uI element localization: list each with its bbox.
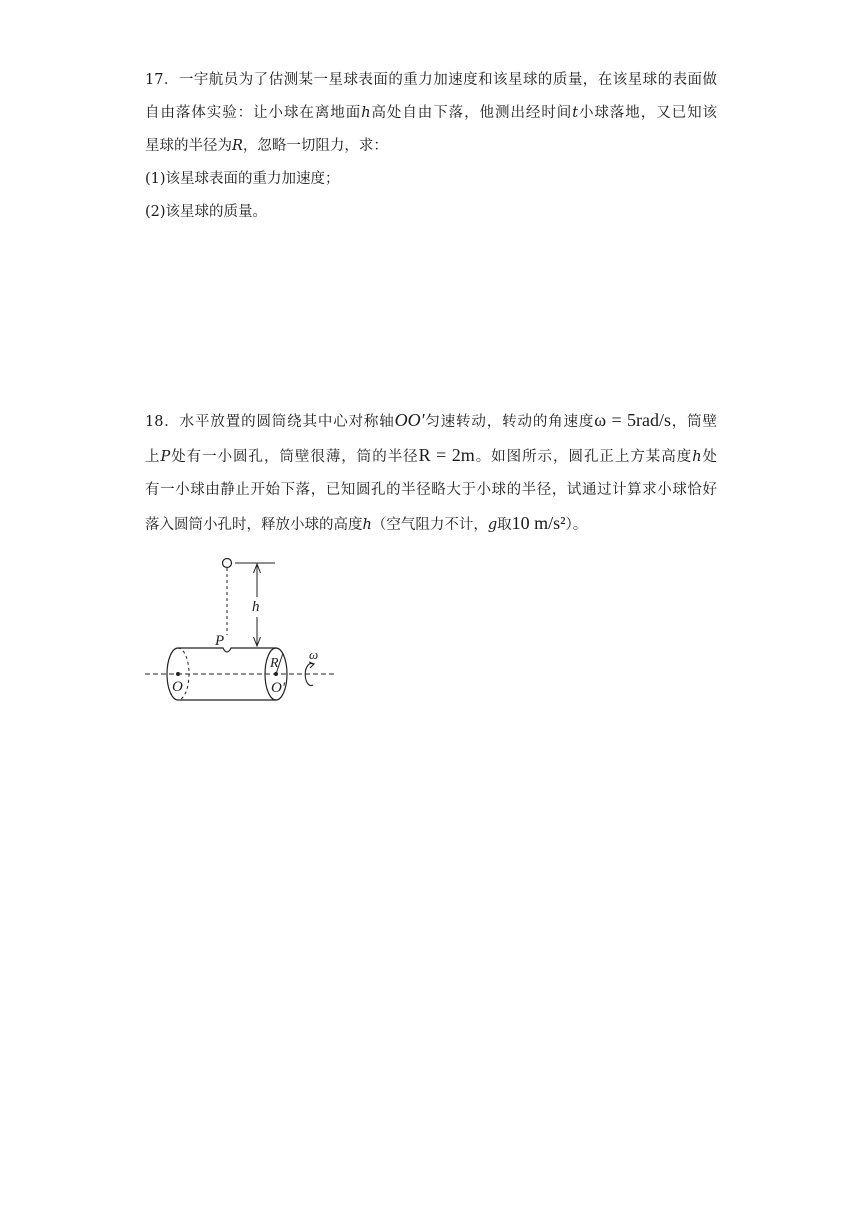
var-h: h (361, 105, 371, 121)
var-R: R (232, 138, 243, 154)
label-P: P (215, 633, 225, 649)
label-O: O (172, 679, 183, 695)
label-O2: O' (271, 680, 286, 696)
q17-line-1 (145, 64, 717, 97)
cylinder-figure (143, 553, 343, 703)
var-P: P (160, 449, 171, 465)
question-17 (145, 64, 717, 229)
q18-text: 。如图所示，圆孔正上方某高度 (474, 449, 693, 465)
q17-text: ，忽略一切阻力，求： (242, 138, 388, 154)
q17-line-3 (145, 130, 717, 163)
q17-text: 高处自由下落，他测出经时间 (370, 105, 573, 121)
ball (223, 559, 232, 568)
question-number: 17． (145, 72, 179, 88)
radius-equation: R = 2m (418, 445, 475, 465)
q18-text: 处有一小圆孔，筒壁很薄，筒的半径 (170, 449, 419, 465)
q17-line-2 (145, 97, 717, 130)
q17-text: 一宇航员为了估测某一星球表面的重力加速度和该星球的质量，在该星球的表面做 (178, 72, 717, 88)
q18-text: 取 (497, 517, 512, 533)
q18-line-4 (145, 507, 717, 542)
var-h: h (362, 517, 372, 533)
cylinder-top-edge (178, 648, 276, 652)
q18-text: ，筒壁 (670, 414, 718, 430)
q17-text: 星球的半径为 (145, 138, 232, 154)
rotation-arrowhead (309, 662, 314, 668)
axis-symbol: OO' (394, 410, 425, 430)
cylinder-diagram (143, 553, 343, 703)
q18-text: （空气阻力不计， (371, 517, 488, 533)
q17-part-2: (2)该星球的质量。 (145, 204, 268, 220)
label-omega: ω (309, 647, 319, 662)
q18-line-2 (145, 439, 717, 474)
q18-text: 上 (145, 449, 161, 465)
angular-velocity-equation: ω = 5rad/s (594, 410, 671, 430)
q18-text: 处 (701, 449, 718, 465)
q18-text: 落入圆筒小孔时，释放小球的高度 (145, 517, 363, 533)
q18-text: 匀速转动，转动的角速度 (424, 414, 595, 430)
label-h: h (252, 599, 260, 615)
var-t: t (572, 105, 579, 121)
var-g: g (487, 517, 498, 533)
q17-text: 小球落地，又已知该 (578, 105, 718, 121)
question-18 (145, 404, 717, 542)
q18-line-3: 有一小球由静止开始下落，已知圆孔的半径略大于小球的半径，试通过计算求小球恰好 (145, 482, 717, 498)
q18-line-1 (145, 404, 717, 439)
q17-part-1: (1)该星球表面的重力加速度； (145, 171, 340, 187)
q18-text: 水平放置的圆筒绕其中心对称轴 (179, 414, 395, 430)
label-R: R (270, 656, 279, 671)
question-number: 18． (145, 414, 180, 430)
q17-text: 自由落体实验：让小球在离地面 (145, 105, 362, 121)
var-h: h (692, 449, 702, 465)
center-O-dot (176, 672, 180, 676)
gravity-value: 10 m/s² (511, 513, 566, 533)
q18-text: ）。 (565, 517, 588, 533)
